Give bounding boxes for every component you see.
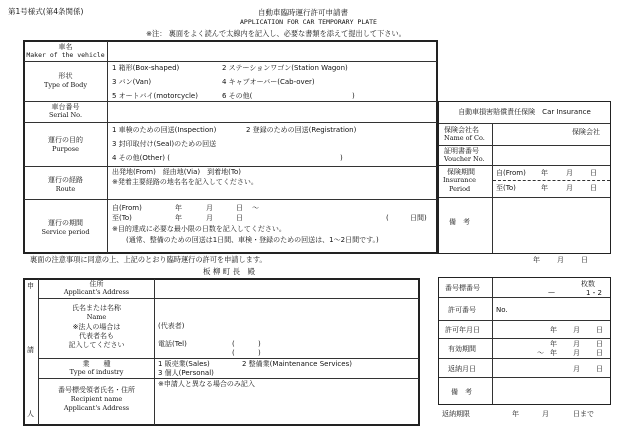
purpose-option-other[interactable]: 4 その他(Other) ( bbox=[112, 154, 170, 162]
industry-option-sales[interactable]: 1 販売業(Sales) bbox=[158, 360, 210, 368]
name-label-1: 氏名または名称 bbox=[72, 304, 121, 312]
purpose-option-registration[interactable]: 2 登録のための回送(Registration) bbox=[246, 126, 357, 134]
ins-from-year[interactable]: 年 bbox=[541, 169, 548, 177]
industry-option-personal[interactable]: 3 個人(Personal) bbox=[158, 369, 214, 377]
body-option-box[interactable]: 1 箱形(Box-shaped) bbox=[112, 64, 180, 72]
valid-to-day[interactable]: 日 bbox=[596, 349, 603, 357]
period-label-ja: 運行の期間 bbox=[48, 219, 83, 227]
return-deadline-month[interactable]: 月 bbox=[542, 410, 549, 418]
apply-date-day[interactable]: 日 bbox=[581, 256, 588, 264]
period-label-en: Service period bbox=[41, 228, 90, 236]
permit-number-label: 許可番号 bbox=[448, 306, 476, 314]
voucher-label-ja: 証明書番号 bbox=[444, 147, 479, 155]
office-remarks-input[interactable] bbox=[494, 379, 609, 403]
tel-paren-close-1: ) bbox=[258, 340, 261, 348]
tel-paren-open-2: ( bbox=[232, 349, 235, 357]
period-from-month[interactable]: 月 bbox=[206, 204, 213, 212]
name-label-3: ※法人の場合は bbox=[72, 323, 121, 331]
serial-label-ja: 車台番号 bbox=[51, 103, 80, 111]
period-note-2: (通常、整備のための回送は1日間、車検・登録のための回送は、1〜2日間です。) bbox=[126, 236, 379, 244]
ins-from-day[interactable]: 日 bbox=[590, 169, 597, 177]
period-from-day[interactable]: 日 bbox=[236, 204, 243, 212]
name-label-5: 記入してください bbox=[68, 341, 125, 349]
address-label-ja: 住所 bbox=[89, 280, 104, 288]
permit-date-day[interactable]: 日 bbox=[596, 326, 603, 334]
address-label-en: Applicant's Address bbox=[63, 288, 130, 296]
body-option-van[interactable]: 3 バン(Van) bbox=[112, 78, 152, 86]
permit-date-month[interactable]: 月 bbox=[573, 326, 580, 334]
shape-label-ja: 形状 bbox=[58, 72, 73, 80]
recipient-label-3: Applicant's Address bbox=[63, 404, 130, 412]
plate-dash: — bbox=[548, 288, 555, 296]
purpose-label-ja: 運行の目的 bbox=[48, 136, 83, 144]
representative-label[interactable]: (代表者) bbox=[158, 322, 185, 330]
period-note-1: ※目的達成に必要な最小限の日数を記入してください。 bbox=[112, 225, 286, 233]
name-label-4: 代表者名も bbox=[79, 332, 114, 340]
period-to-label: 至(To) bbox=[112, 214, 132, 222]
permit-date-year[interactable]: 年 bbox=[550, 326, 557, 334]
valid-from-year[interactable]: 年 bbox=[550, 340, 557, 348]
return-date-month[interactable]: 月 bbox=[573, 365, 580, 373]
recipient-label-1: 番号標受領者氏名・住所 bbox=[58, 386, 135, 394]
agreement-statement: 裏面の注意事項に同意の上、上記のとおり臨時運行の許可を申請します。 bbox=[30, 255, 267, 264]
body-option-cabover[interactable]: 4 キャブオーバー(Cab-over) bbox=[222, 78, 315, 86]
return-deadline-label: 返納期限 bbox=[442, 410, 470, 418]
industry-label-ja: 業 種 bbox=[82, 360, 111, 368]
period-to-day[interactable]: 日 bbox=[236, 214, 243, 222]
permit-date-label: 許可年月日 bbox=[445, 326, 480, 334]
body-option-wagon[interactable]: 2 ステーションワゴン(Station Wagon) bbox=[222, 64, 348, 72]
tel-paren-close-2: ) bbox=[258, 349, 261, 357]
name-label-2: Name bbox=[86, 313, 107, 321]
valid-to-month[interactable]: 月 bbox=[573, 349, 580, 357]
purpose-option-other-close: ) bbox=[340, 154, 343, 162]
valid-tilde: 〜 bbox=[537, 349, 544, 357]
industry-option-maintenance[interactable]: 2 整備業(Maintenance Services) bbox=[242, 360, 352, 368]
valid-from-month[interactable]: 月 bbox=[573, 340, 580, 348]
recipient-input[interactable] bbox=[156, 390, 418, 424]
valid-from-day[interactable]: 日 bbox=[596, 340, 603, 348]
name-input[interactable] bbox=[156, 300, 418, 320]
period-from-year[interactable]: 年 bbox=[175, 204, 182, 212]
serial-input[interactable] bbox=[109, 103, 436, 121]
return-date-day[interactable]: 日 bbox=[596, 365, 603, 373]
return-date-label: 返納月日 bbox=[448, 365, 476, 373]
period-tilde: 〜 bbox=[252, 204, 259, 212]
insurance-header: 自動車損害賠償責任保険 Car Insurance bbox=[458, 108, 591, 116]
title-en: APPLICATION FOR CAR TEMPORARY PLATE bbox=[240, 18, 377, 26]
period-to-month[interactable]: 月 bbox=[206, 214, 213, 222]
ins-period-label-en2: Period bbox=[449, 185, 471, 193]
body-option-other[interactable]: 6 その他( bbox=[222, 92, 253, 100]
ins-company-value[interactable]: 保険会社 bbox=[572, 128, 600, 136]
industry-label-en: Type of industry bbox=[69, 368, 124, 376]
plate-count-label: 枚数 bbox=[581, 280, 595, 288]
valid-to-year[interactable]: 年 bbox=[550, 349, 557, 357]
maker-input[interactable] bbox=[109, 42, 436, 60]
voucher-input[interactable] bbox=[494, 146, 609, 164]
period-days-close[interactable]: 日間) bbox=[410, 214, 427, 222]
shape-label-en: Type of Body bbox=[44, 81, 87, 89]
route-note: ※発着主要経路の地名名を記入してください。 bbox=[112, 178, 258, 186]
ins-company-label-en: Name of Co. bbox=[444, 134, 485, 142]
purpose-label-en: Purpose bbox=[52, 145, 79, 153]
ins-to-year[interactable]: 年 bbox=[541, 184, 548, 192]
body-option-motorcycle[interactable]: 5 オートバイ(motorcycle) bbox=[112, 92, 198, 100]
apply-date-year[interactable]: 年 bbox=[533, 256, 540, 264]
return-deadline-year[interactable]: 年 bbox=[512, 410, 519, 418]
route-label-ja: 運行の経路 bbox=[48, 176, 83, 184]
period-days-open: ( bbox=[386, 214, 389, 222]
purpose-option-seal[interactable]: 3 封印取付け(Seal)のための回送 bbox=[112, 140, 217, 148]
purpose-option-inspection[interactable]: 1 車検のための回送(Inspection) bbox=[112, 126, 217, 134]
ins-period-label-en1: Insurance bbox=[443, 176, 476, 184]
form-code: 第1号様式(第4条関係) bbox=[8, 7, 84, 16]
valid-period-label: 有効期間 bbox=[448, 345, 476, 353]
ins-company-label-ja: 保険会社名 bbox=[444, 126, 479, 134]
route-label-en: Route bbox=[55, 185, 76, 193]
serial-label-en: Serial No. bbox=[48, 111, 83, 119]
period-from-label: 自(From) bbox=[112, 204, 142, 212]
applicant-side-3: 人 bbox=[27, 410, 34, 418]
applicant-side-2: 請 bbox=[27, 346, 34, 354]
period-to-year[interactable]: 年 bbox=[175, 214, 182, 222]
recipient-note: ※申請人と異なる場合のみ記入 bbox=[158, 380, 255, 388]
permit-number-prefix[interactable]: No. bbox=[496, 306, 508, 314]
route-fields-label[interactable]: 出発地(From) 経由地(Via) 到着地(To) bbox=[112, 168, 241, 176]
title-ja: 自動車臨時運行許可申請書 bbox=[258, 8, 348, 17]
instruction-note: ※注： 裏面をよく読んで太線内を記入し、必要な書類を添えて提出して下さい。 bbox=[146, 29, 406, 38]
body-option-other-close: ) bbox=[352, 92, 355, 100]
maker-label-en: Maker of the vehicle bbox=[26, 51, 105, 59]
ins-remarks-label: 備 考 bbox=[449, 218, 470, 226]
plate-number-label: 番号標番号 bbox=[445, 284, 480, 292]
ins-from-month[interactable]: 月 bbox=[566, 169, 573, 177]
applicant-side-1: 申 bbox=[27, 282, 34, 290]
ins-remarks-input[interactable] bbox=[494, 199, 609, 252]
recipient-label-2: Recipient name bbox=[70, 395, 123, 403]
return-deadline-until[interactable]: 日まで bbox=[573, 410, 594, 418]
plate-count-value[interactable]: 1・2 bbox=[586, 289, 602, 297]
maker-label-ja: 車名 bbox=[58, 43, 73, 51]
ins-to-label: 至(To) bbox=[496, 184, 516, 192]
ins-period-label-ja: 保険期間 bbox=[447, 168, 475, 176]
apply-date-month[interactable]: 月 bbox=[557, 256, 564, 264]
address-input[interactable] bbox=[156, 280, 418, 297]
tel-paren-open-1: ( bbox=[232, 340, 235, 348]
voucher-label-en: Voucher No. bbox=[444, 155, 485, 163]
ins-to-day[interactable]: 日 bbox=[590, 184, 597, 192]
ins-from-label: 自(From) bbox=[496, 169, 526, 177]
office-remarks-label: 備 考 bbox=[451, 388, 472, 396]
addressee: 板 柳 町 長 殿 bbox=[203, 267, 256, 276]
tel-label: 電話(Tel) bbox=[158, 340, 187, 348]
ins-to-month[interactable]: 月 bbox=[566, 184, 573, 192]
